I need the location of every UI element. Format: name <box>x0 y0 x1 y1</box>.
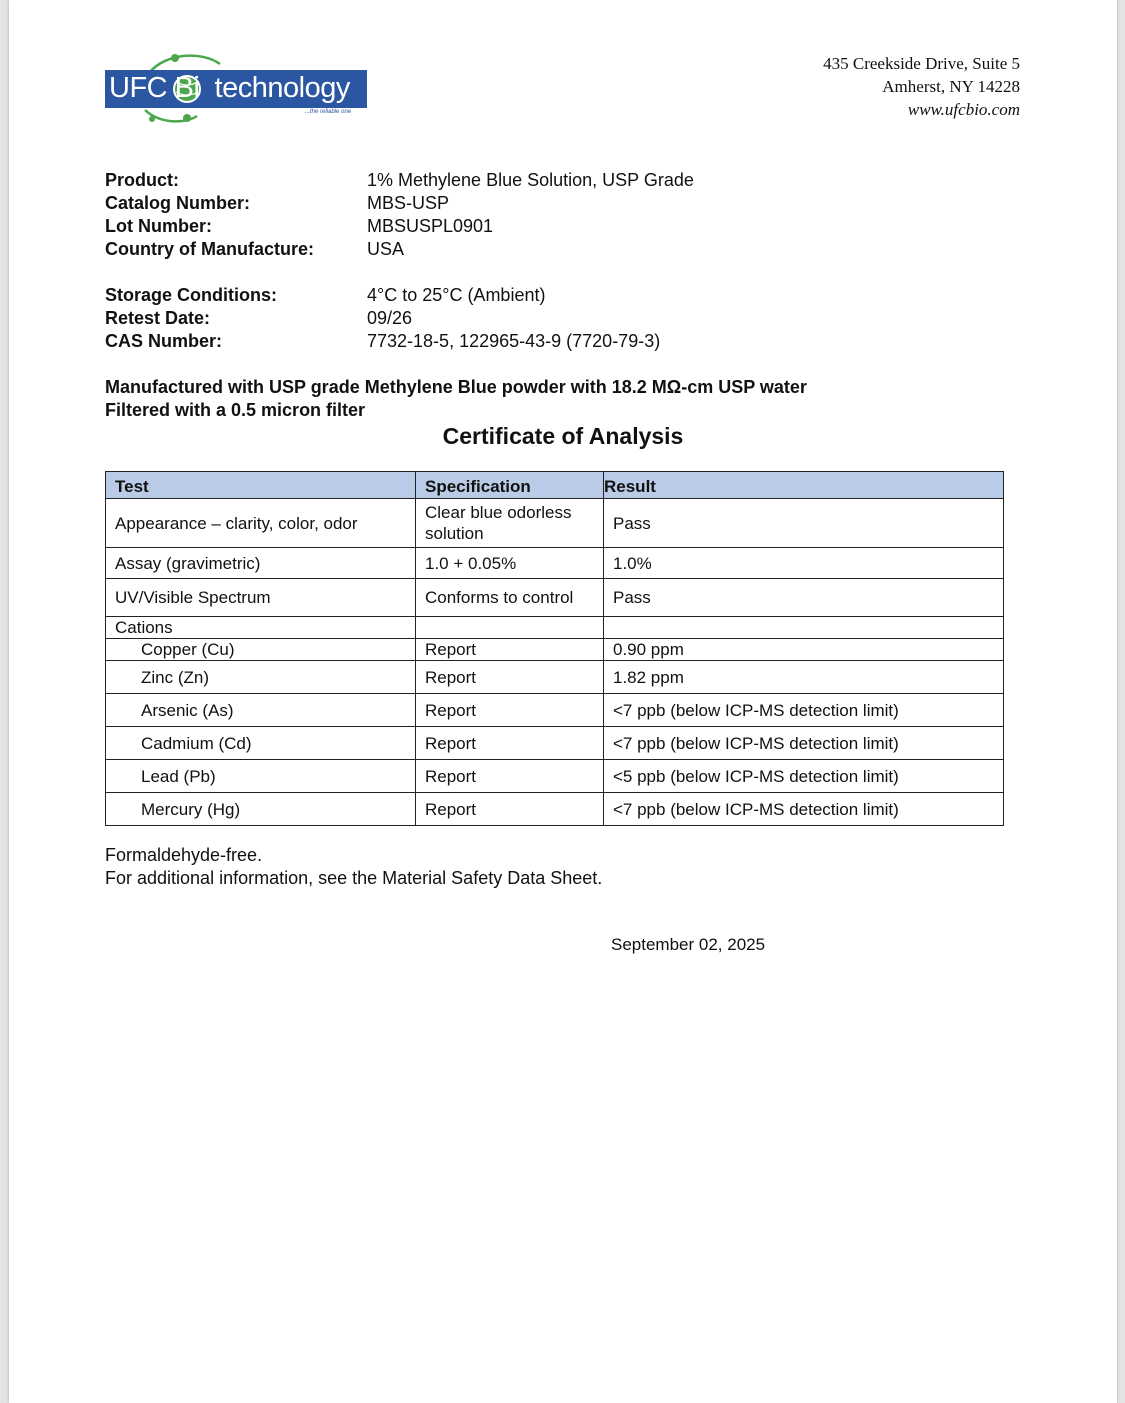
logo-tagline: ...the reliable one <box>305 109 352 115</box>
result-cell: <7 ppb (below ICP-MS detection limit) <box>604 694 1004 727</box>
spec-cell: Clear blue odorless solution <box>416 499 604 548</box>
header-specification: Specification <box>416 472 604 499</box>
result-cell <box>604 617 1004 639</box>
test-cell: Assay (gravimetric) <box>106 548 416 579</box>
table-row <box>106 579 1004 617</box>
table-row <box>106 639 1004 661</box>
country-value: USA <box>367 239 405 259</box>
test-cell: Appearance – clarity, color, odor <box>106 499 416 548</box>
footer-line-1: Formaldehyde-free. <box>105 845 263 865</box>
spec-cell: Report <box>416 694 604 727</box>
logo-text: UFC Bi technology <box>109 72 350 104</box>
retest-label: Retest Date: <box>105 308 211 328</box>
spec-cell: Report <box>416 760 604 793</box>
spec-cell: Report <box>416 639 604 661</box>
certificate-title: Certificate of Analysis <box>442 423 684 449</box>
table-row <box>106 694 1004 727</box>
table-row <box>106 499 1004 548</box>
table-row <box>106 793 1004 826</box>
website-link[interactable]: www.ufcbio.com <box>907 100 1020 119</box>
result-cell: 0.90 ppm <box>604 639 1004 661</box>
analysis-table <box>105 471 1004 826</box>
spec-cell <box>416 617 604 639</box>
result-cell: 1.0% <box>604 548 1004 579</box>
table-header-row <box>106 472 1004 499</box>
result-cell: <7 ppb (below ICP-MS detection limit) <box>604 793 1004 826</box>
company-logo <box>105 52 369 126</box>
company-address <box>823 52 1020 121</box>
test-cell: Mercury (Hg) <box>106 793 416 826</box>
test-cell: Lead (Pb) <box>106 760 416 793</box>
spec-cell: Report <box>416 793 604 826</box>
retest-value: 09/26 <box>367 308 413 328</box>
country-label: Country of Manufacture: <box>105 239 314 259</box>
result-cell: <5 ppb (below ICP-MS detection limit) <box>604 760 1004 793</box>
address-line-1: 435 Creekside Drive, Suite 5 <box>823 54 1020 73</box>
table-row <box>106 727 1004 760</box>
spec-cell: Report <box>416 661 604 694</box>
test-cell: Copper (Cu) <box>106 639 416 661</box>
manufacturing-note <box>105 376 807 422</box>
result-cell: 1.82 ppm <box>604 661 1004 694</box>
spec-cell: Report <box>416 727 604 760</box>
table-row <box>106 548 1004 579</box>
storage-value: 4°C to 25°C (Ambient) <box>367 285 546 305</box>
note-line-1: Manufactured with USP grade Methylene Blue powder with 18.2 MΩ-cm USP water <box>105 377 807 397</box>
footer-line-2: For additional information, see the Material Safety Data Sheet. <box>105 868 603 888</box>
lot-label: Lot Number: <box>105 216 212 236</box>
result-cell: <7 ppb (below ICP-MS detection limit) <box>604 727 1004 760</box>
storage-label: Storage Conditions: <box>105 285 277 305</box>
test-cell: Cadmium (Cd) <box>106 727 416 760</box>
result-cell: Pass <box>604 579 1004 617</box>
test-cell: Arsenic (As) <box>106 694 416 727</box>
note-line-2: Filtered with a 0.5 micron filter <box>105 400 366 420</box>
table-row-cations <box>106 617 1004 639</box>
table-row <box>106 760 1004 793</box>
spec-cell: Conforms to control <box>416 579 604 617</box>
catalog-value: MBS-USP <box>367 193 450 213</box>
document-page <box>9 0 1117 1403</box>
table-row <box>106 661 1004 694</box>
product-value: 1% Methylene Blue Solution, USP Grade <box>367 170 694 190</box>
header-test: Test <box>106 472 416 499</box>
test-cell: Zinc (Zn) <box>106 661 416 694</box>
address-line-2: Amherst, NY 14228 <box>882 77 1020 96</box>
spec-cell: 1.0 + 0.05% <box>416 548 604 579</box>
cas-value: 7732-18-5, 122965-43-9 (7720-79-3) <box>367 331 661 351</box>
catalog-label: Catalog Number: <box>105 193 251 213</box>
lot-value: MBSUSPL0901 <box>367 216 494 236</box>
test-cell: Cations <box>106 617 416 639</box>
document-date: September 02, 2025 <box>611 935 766 954</box>
product-label: Product: <box>105 170 179 190</box>
footer-notes <box>105 844 602 890</box>
result-cell: Pass <box>604 499 1004 548</box>
cas-label: CAS Number: <box>105 331 223 351</box>
test-cell: UV/Visible Spectrum <box>106 579 416 617</box>
header-result: Result <box>604 472 1004 499</box>
